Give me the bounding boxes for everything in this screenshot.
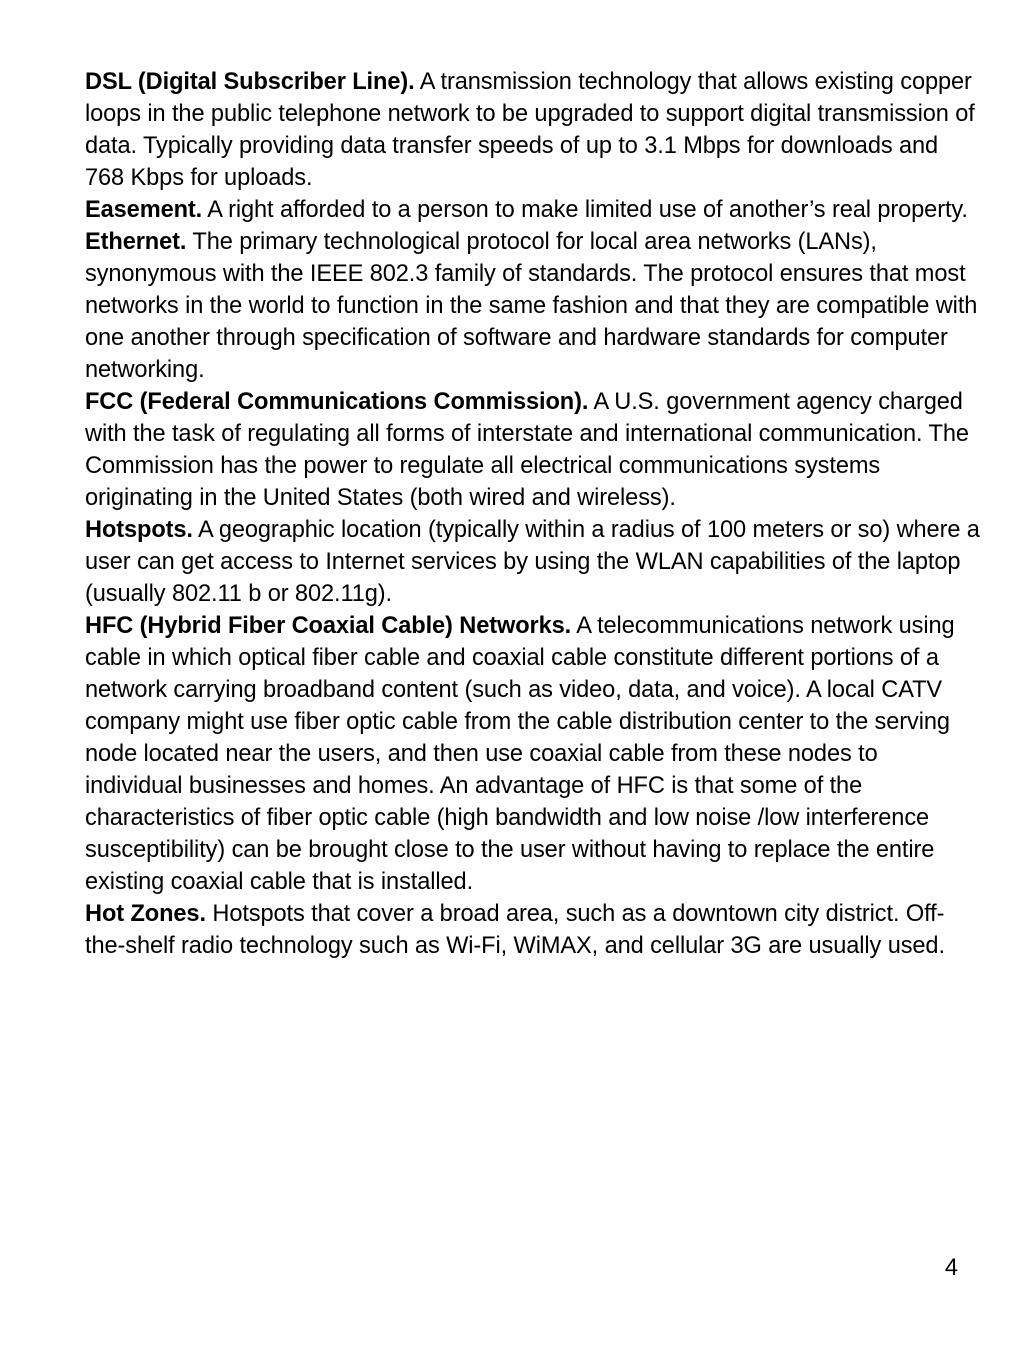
glossary-definition: The primary technological protocol for local area networks (LANs), synonymous with the IEEE 802.3 family of standards. The protocol ensures that most networks in the world to function in the same fashion and that they are compatible with one another through specification of software and hardware standards for computer networking. bbox=[85, 229, 978, 383]
glossary-definition: A U.S. government agency charged with the task of regulating all forms of interstate and international communication. The Commission has the power to regulate all electrical communications systems originating in the United States (both wired and wireless). bbox=[85, 389, 969, 511]
glossary-definition: A right afforded to a person to make limited use of another’s real property. bbox=[207, 197, 968, 223]
glossary-term: Hot Zones. bbox=[85, 901, 206, 927]
glossary-definition: A transmission technology that allows existing copper loops in the public telephone network to be upgraded to support digital transmission of data. Typically providing data transfer speeds of up to 3.1 Mbps for downloads and 768 Kbps for uploads. bbox=[85, 69, 975, 191]
glossary-definition: A telecommunications network using cable in which optical fiber cable and coaxial cable constitute different portions of a network carrying broadband content (such as video, data, and voice). A local CATV company might use fiber optic cable from the cable distribution center to the serving node located near the users, and then use coaxial cable from these nodes to individual businesses and homes. An advantage of HFC is that some of the characteristics of fiber optic cable (high bandwidth and low noise /low interference susceptibility) can be brought close to the user without having to replace the entire existing coaxial cable that is installed. bbox=[85, 613, 955, 895]
glossary-term: HFC (Hybrid Fiber Coaxial Cable) Networks. bbox=[85, 613, 572, 639]
glossary-entry-hfc bbox=[85, 610, 980, 898]
glossary-term: DSL (Digital Subscriber Line). bbox=[85, 69, 415, 95]
glossary-term: Hotspots. bbox=[85, 517, 193, 543]
glossary-entry-hotspots bbox=[85, 514, 980, 610]
glossary-entry-ethernet bbox=[85, 226, 980, 386]
glossary-term: Easement. bbox=[85, 197, 203, 223]
glossary-term: FCC (Federal Communications Commission). bbox=[85, 389, 589, 415]
glossary-definition: Hotspots that cover a broad area, such as a downtown city district. Off-the-shelf radio technology such as Wi-Fi, WiMAX, and cellular 3G are usually used. bbox=[85, 901, 945, 959]
glossary-entry-hot-zones bbox=[85, 898, 980, 962]
glossary-definition: A geographic location (typically within a radius of 100 meters or so) where a user can get access to Internet services by using the WLAN capabilities of the laptop (usually 802.11 b or 802.11g). bbox=[85, 517, 980, 607]
glossary-entry-dsl bbox=[85, 66, 980, 194]
page-number: 4 bbox=[944, 1255, 958, 1281]
glossary-entry-easement bbox=[85, 194, 980, 226]
glossary-term: Ethernet. bbox=[85, 229, 187, 255]
glossary-list bbox=[85, 66, 980, 962]
glossary-entry-fcc bbox=[85, 386, 980, 514]
